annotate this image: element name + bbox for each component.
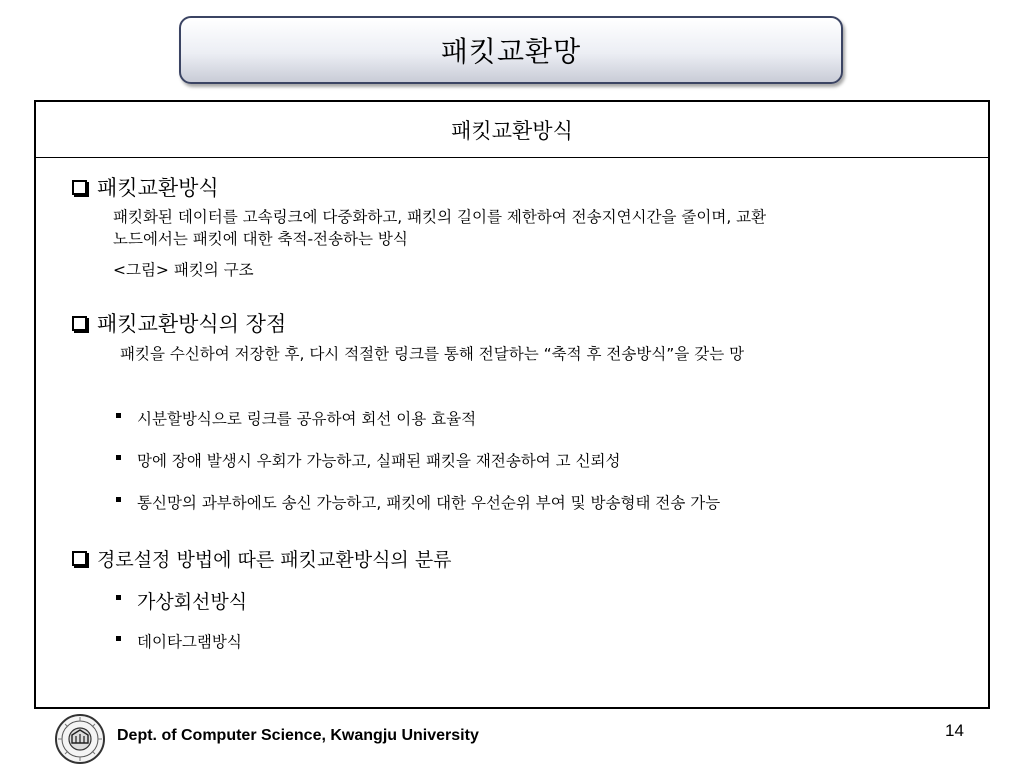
figure-caption: <그림> 패킷의 구조 [113, 261, 254, 279]
box-header-row [36, 102, 988, 158]
section-heading-2-label: 패킷교환방식의 장점 [97, 312, 287, 336]
title-banner [179, 16, 843, 84]
list-item-text: 가상회선방식 [137, 591, 248, 613]
section-heading-2 [72, 308, 286, 338]
list-item [116, 587, 247, 614]
box-header: 패킷교환방식 [451, 118, 573, 143]
section-1-line-1: 패킷화된 데이터를 고속링크에 다중화하고, 패킷의 길이를 제한하여 전송지연시간을 줄이며, 교환 [113, 208, 767, 226]
checkbox-bullet-icon [72, 316, 87, 331]
square-bullet-icon [116, 636, 121, 641]
section-1-description [113, 206, 766, 250]
checkbox-bullet-icon [72, 551, 87, 566]
section-2-description: 패킷을 수신하여 저장한 후, 다시 적절한 링크를 통해 전달하는 “축적 후 전송방식”을 갖는 망 [120, 345, 745, 363]
section-1-line-2: 노드에서는 패킷에 대한 축적-전송하는 방식 [113, 230, 408, 248]
list-item-text: 망에 장애 발생시 우회가 가능하고, 실패된 패킷을 재전송하여 고 신뢰성 [137, 452, 621, 470]
page-number: 14 [945, 721, 964, 740]
university-seal-icon [50, 713, 110, 765]
square-bullet-icon [116, 413, 121, 418]
list-item-text: 통신망의 과부하에도 송신 가능하고, 패킷에 대한 우선순위 부여 및 방송형태 전송 가능 [137, 494, 721, 512]
content-box [34, 100, 990, 709]
list-item-text: 데이타그램방식 [137, 633, 242, 651]
list-item [116, 449, 621, 471]
list-item [116, 407, 476, 429]
list-item-text: 시분할방식으로 링크를 공유하여 회선 이용 효율적 [137, 410, 477, 428]
square-bullet-icon [116, 455, 121, 460]
section-heading-3-label: 경로설정 방법에 따른 패킷교환방식의 분류 [97, 549, 452, 571]
list-item [116, 491, 720, 513]
square-bullet-icon [116, 497, 121, 502]
list-item [116, 630, 242, 652]
footer-department: Dept. of Computer Science, Kwangju University [117, 727, 479, 744]
section-heading-1-label: 패킷교환방식 [97, 176, 219, 200]
section-heading-1 [72, 172, 219, 202]
section-heading-3 [72, 545, 452, 572]
checkbox-bullet-icon [72, 180, 87, 195]
slide-title: 패킷교환망 [440, 35, 582, 68]
square-bullet-icon [116, 595, 121, 600]
